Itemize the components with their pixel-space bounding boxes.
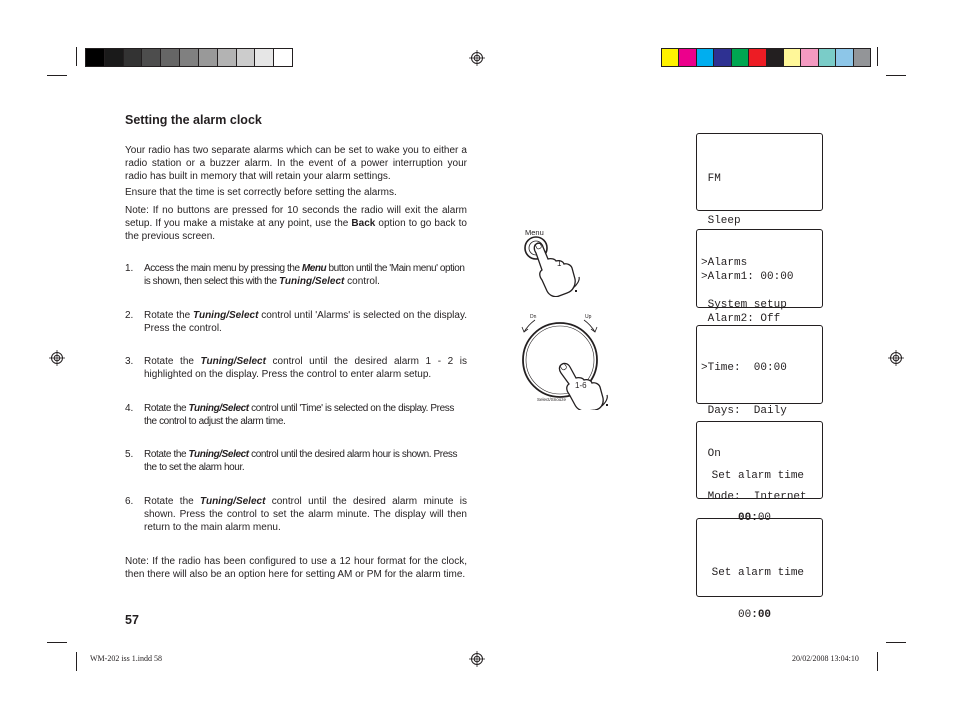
color-swatch (86, 49, 105, 66)
color-swatch (255, 49, 274, 66)
crop-mark (47, 75, 67, 76)
lcd-line: 00:00 (738, 609, 772, 621)
color-swatch (237, 49, 256, 66)
lcd-line: Sleep (701, 215, 741, 227)
color-swatch (801, 49, 818, 66)
step-2: 2. Rotate the Tuning/Select control until 'Alarms' is selected on the display. Press the control. (125, 310, 467, 334)
color-swatch (161, 49, 180, 66)
color-swatch (836, 49, 853, 66)
step-1: 1. Access the main menu by pressing the Menu button until the 'Main menu' option is shown, then select this with the Tuning/Select control. (125, 263, 465, 287)
step-5: 5. Rotate the Tuning/Select control until the desired alarm hour is shown. Press the to set the alarm hour. (125, 449, 458, 473)
color-swatch (697, 49, 714, 66)
color-swatch (180, 49, 199, 66)
color-swatch (274, 49, 292, 66)
lcd-display-set-hour (696, 421, 823, 524)
menu-button-illustration (515, 225, 600, 297)
lcd-line: Set alarm time (705, 470, 805, 482)
pointing-finger-icon (534, 243, 575, 296)
intro-paragraph: Your radio has two separate alarms which can be set to wake you to either a radio station or a buzzer alarm. In the event of a power interruption your radio has built in memory that will retain your alarm settings. (125, 145, 467, 182)
lcd-line: Alarm2: Off (701, 313, 781, 325)
crop-mark (877, 47, 878, 66)
color-swatch (749, 49, 766, 66)
grayscale-swatch-bar (85, 48, 293, 67)
color-swatch (679, 49, 696, 66)
crop-mark (886, 642, 906, 643)
registration-mark-icon (469, 651, 485, 667)
color-swatch (819, 49, 836, 66)
dial-down-label: Dn (530, 314, 537, 320)
dial-up-label: Up (585, 314, 592, 320)
page-heading: Setting the alarm clock (125, 113, 262, 127)
crop-mark (886, 75, 906, 76)
crop-mark (76, 652, 77, 671)
dial-select-label: Select/Snooze (537, 397, 567, 402)
step-4: 4. Rotate the Tuning/Select control until 'Time' is selected on the display. Press the control to adjust the alarm time. (125, 403, 454, 427)
crop-mark (47, 642, 67, 643)
color-swatch (218, 49, 237, 66)
lcd-display-set-minute (696, 518, 823, 621)
finger-label: 1-6 (575, 381, 587, 390)
step-3: 3. Rotate the Tuning/Select control until the desired alarm 1 - 2 is highlighted on the display. Press the control to enter alarm setup. (125, 356, 467, 380)
color-swatch (142, 49, 161, 66)
lcd-line: Set alarm time (705, 567, 805, 579)
lcd-line: >Alarms (701, 257, 748, 269)
note-paragraph: Note: If the radio has been configured to use a 12 hour format for the clock, then there will also be an option here for setting AM or PM for the alarm time. (125, 556, 467, 580)
registration-mark-icon (49, 350, 65, 366)
registration-mark-icon (888, 350, 904, 366)
color-swatch (854, 49, 870, 66)
page-number: 57 (125, 613, 139, 627)
lcd-line: Mode: Internet (701, 491, 807, 503)
intro-paragraph: Ensure that the time is set correctly before setting the alarms. (125, 187, 397, 198)
crop-mark (877, 652, 878, 671)
lcd-line: >Time: 00:00 (701, 362, 787, 374)
lcd-line: Days: Daily (701, 405, 787, 417)
color-swatch (662, 49, 679, 66)
crop-mark (76, 47, 77, 66)
lcd-line: System setup (701, 299, 787, 311)
step-6: 6. Rotate the Tuning/Select control until the desired alarm minute is shown. Press the control to set the alarm minute. The display will then return to the main alarm menu. (125, 496, 468, 533)
footer-file-name: WM-202 iss 1.indd 58 (90, 654, 162, 663)
color-swatch (199, 49, 218, 66)
color-swatch (714, 49, 731, 66)
lcd-line: >Alarm1: 00:00 (701, 271, 794, 283)
finger-label: 1 (557, 259, 562, 268)
note-paragraph: Note: If no buttons are pressed for 10 seconds the radio will exit the alarm setup. If you make a mistake at any point, use the Back option to go back to the previous screen. (125, 205, 467, 242)
color-swatch (124, 49, 143, 66)
color-swatch (784, 49, 801, 66)
color-swatch (732, 49, 749, 66)
menu-label: Menu (525, 228, 544, 237)
tuning-dial-illustration (510, 308, 625, 410)
color-swatch (105, 49, 124, 66)
lcd-line: On (701, 448, 721, 460)
color-swatch-bar (661, 48, 871, 67)
lcd-line: FM (701, 173, 721, 185)
color-swatch (767, 49, 784, 66)
registration-mark-icon (469, 50, 485, 66)
lcd-display-alarms (696, 229, 823, 325)
lcd-line: 00:00 (738, 512, 772, 524)
footer-timestamp: 20/02/2008 13:04:10 (792, 654, 859, 663)
